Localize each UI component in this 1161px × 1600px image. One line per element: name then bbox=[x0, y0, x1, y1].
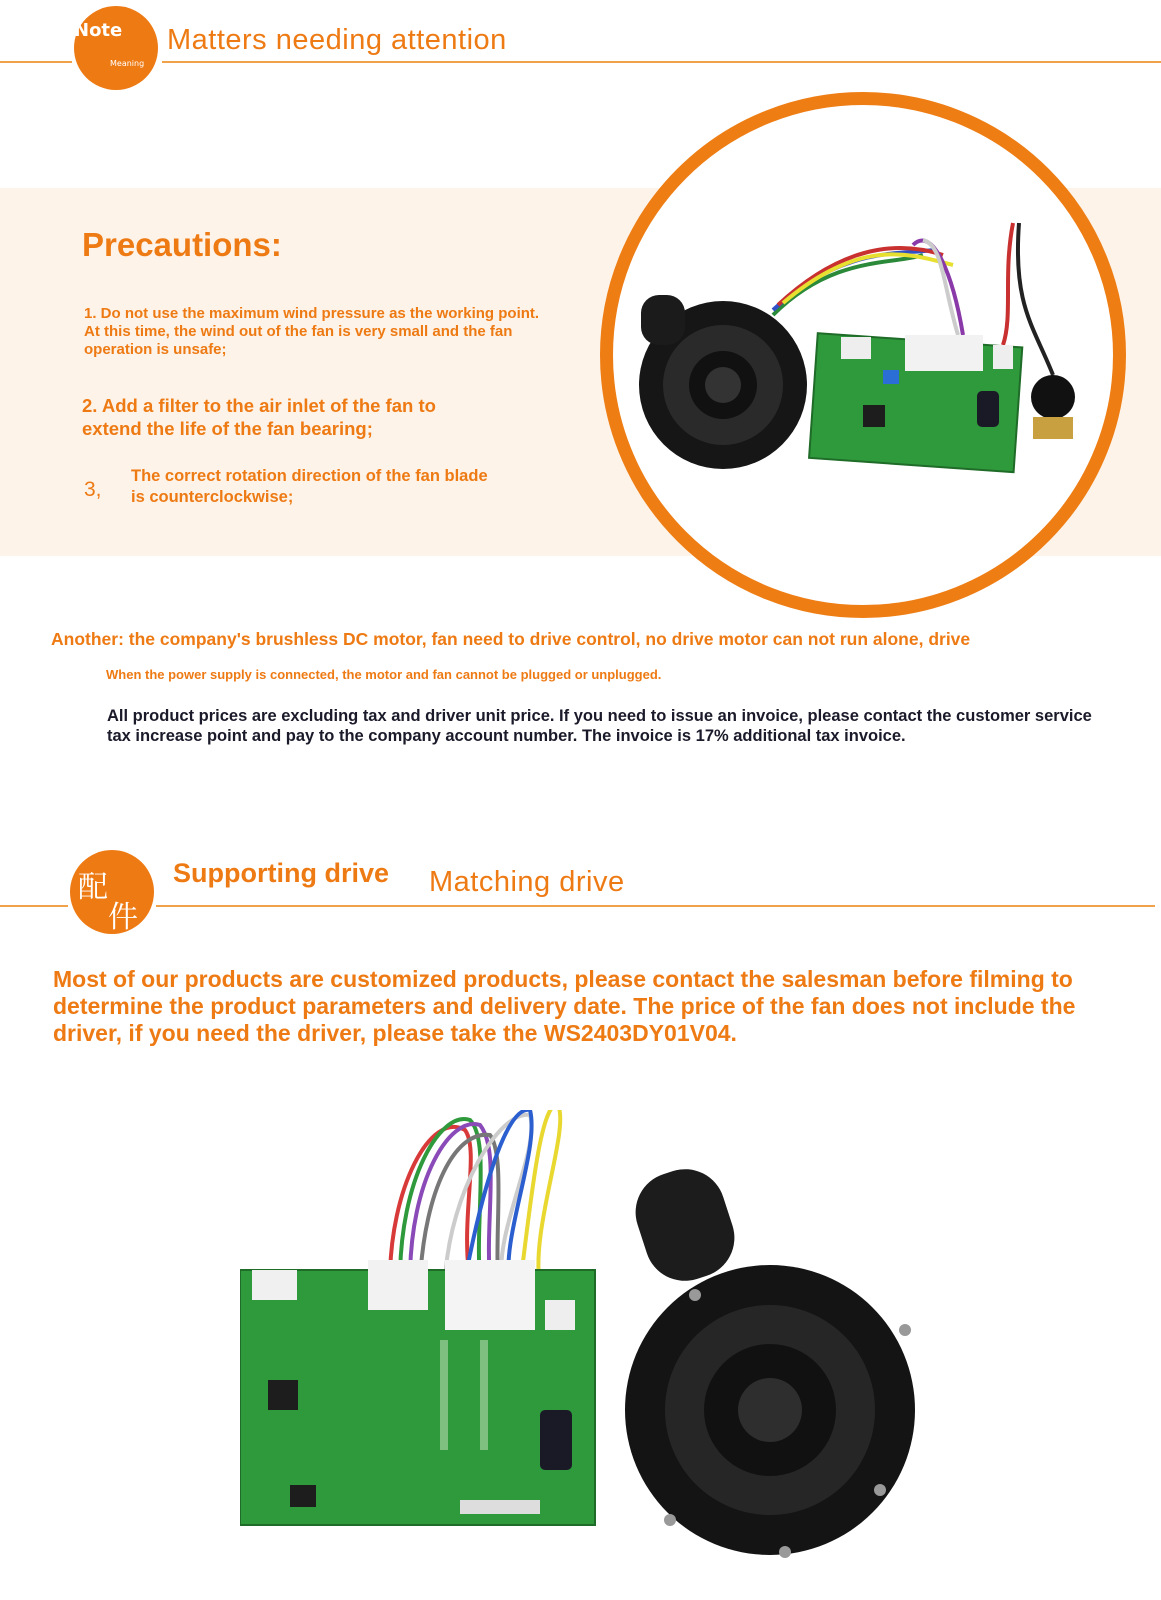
note-another: Another: the company's brushless DC motor, fan need to drive control, no drive motor can not run alone, drive bbox=[51, 629, 971, 649]
note-badge bbox=[74, 6, 158, 90]
custom-products-note: Most of our products are customized products, please contact the salesman before filming to determine the product parameters and delivery date. The price of the fan does not include the driver, if you need the driver, please take the WS2403DY01V04. bbox=[53, 966, 1076, 1046]
precautions-heading: Precautions: bbox=[82, 226, 282, 263]
section-title-supporting: Supporting drive bbox=[173, 858, 389, 888]
badge-char-bottom: 件 bbox=[108, 900, 138, 935]
product-photo-blower-and-driver bbox=[613, 105, 1113, 605]
section-divider-line bbox=[0, 61, 72, 63]
badge-label-bottom: Meaning bbox=[110, 59, 145, 68]
accessory-badge bbox=[70, 850, 154, 934]
section-title-matching: Matching drive bbox=[429, 866, 625, 898]
section-divider-line bbox=[0, 905, 68, 907]
section-title: Matters needing attention bbox=[167, 24, 507, 56]
section-divider-line bbox=[162, 61, 1161, 63]
product-photo-ring bbox=[600, 92, 1126, 618]
badge-label-top: Note bbox=[74, 20, 123, 41]
note-price: All product prices are excluding tax and driver unit price. If you need to issue an invoice, please contact the customer service tax increase point and pay to the company account number. The invoice is 17% additional tax invoice. bbox=[107, 707, 1092, 745]
badge-char-top: 配 bbox=[78, 870, 108, 905]
precaution-item-1: 1. Do not use the maximum wind pressure as the working point. At this time, the wind out of the fan is very small and the fan operation is unsafe; bbox=[84, 305, 540, 358]
product-photo-driver-and-blower bbox=[240, 1110, 960, 1590]
precaution-item-3-number: 3, bbox=[84, 478, 102, 501]
note-power: When the power supply is connected, the motor and fan cannot be plugged or unplugged. bbox=[106, 667, 662, 682]
precaution-item-2: 2. Add a filter to the air inlet of the fan to extend the life of the fan bearing; bbox=[82, 395, 436, 439]
section-divider-line bbox=[156, 905, 1155, 907]
precaution-item-3: The correct rotation direction of the fan blade is counterclockwise; bbox=[131, 467, 488, 506]
